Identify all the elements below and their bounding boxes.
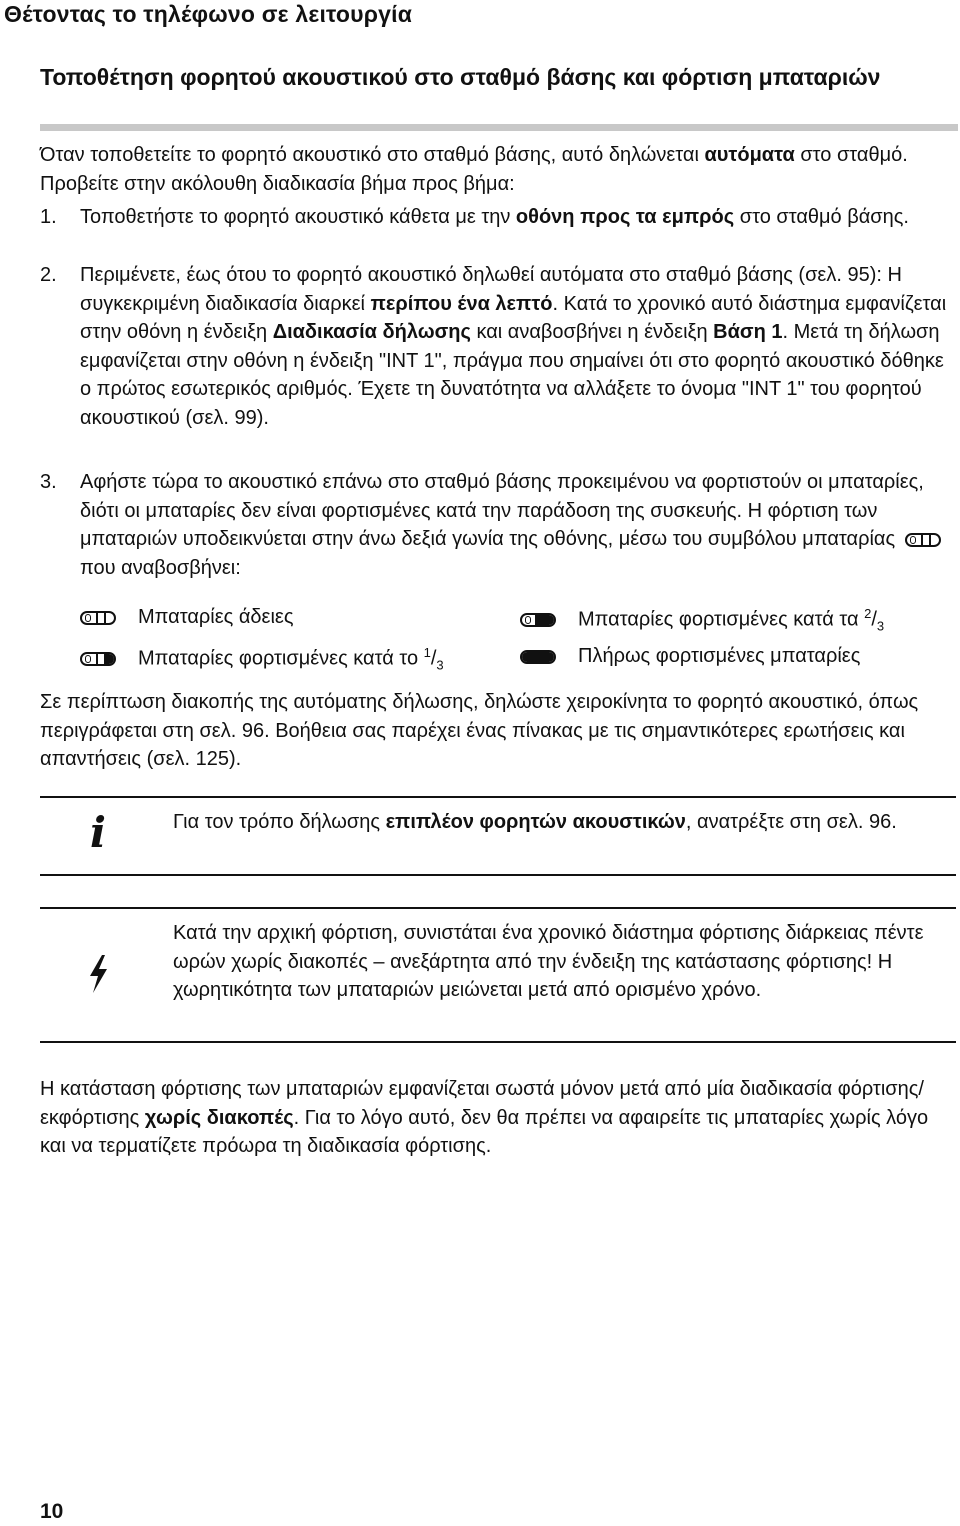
info-icon: i	[90, 808, 106, 857]
battery-empty-icon	[80, 611, 116, 625]
warning-bolt-icon	[40, 955, 156, 998]
step-text: Περιμένετε, έως ότου το φορητό ακουστικό δηλωθεί αυτόματα στο σταθμό βάσης (σελ. 95): Η συγκεκριμένη διαδικασία διαρκεί περίπου ένα λεπτό. Κατά το χρονικό αυτό διάστημα εμφανίζεται στην οθόνη η ένδειξη Διαδικασία δήλωσης και αναβοσβήνει η ένδειξη Βάση 1. Μετά τη δήλωση εμφανίζεται στην οθόνη η ένδειξη "INT 1", πράγμα που σημαίνει ότι στο φορητό ακουστικό δόθηκε ο πρώτος εσωτερικός αριθμός. Έχετε τη δυνατότητα να αλλάξετε το όνομα "INT 1" του φορητού ακουστικού (σελ. 99).	[80, 264, 947, 429]
page-number: 10	[40, 1500, 64, 1523]
legend-label: Πλήρως φορτισμένες μπαταρίες	[578, 645, 861, 667]
warning-note	[40, 907, 956, 1043]
battery-full-icon	[520, 650, 556, 664]
info-note-text: Για τον τρόπο δήλωσης επιπλέον φορητών ακουστικών, ανατρέξτε στη σελ. 96.	[173, 811, 897, 833]
legend-item-full	[520, 645, 860, 668]
section-divider	[40, 124, 958, 131]
warning-note-text: Κατά την αρχική φόρτιση, συνιστάται ένα χρονικό διάστημα φόρτισης διάρκειας πέντε ωρών χωρίς διακοπές – ανεξάρτητα από την ένδειξη της κατάστασης φόρτισης! Η χωρητικότητα των μπαταριών μειώνεται μετά από ορισμένο χρόνο.	[173, 922, 924, 1001]
step-3	[40, 468, 956, 582]
step-1	[40, 203, 956, 232]
step-text: Τοποθετήστε το φορητό ακουστικό κάθετα με την οθόνη προς τα εμπρός στο σταθμό βάσης.	[80, 206, 909, 228]
battery-two-thirds-icon	[520, 613, 556, 627]
legend-item-one-third	[80, 645, 444, 673]
manual-registration-paragraph: Σε περίπτωση διακοπής της αυτόματης δήλωσης, δηλώστε χειροκίνητα το φορητό ακουστικό, όπως περιγράφεται στη σελ. 96. Βοήθεια σας παρέχει ένας πίνακας με τις σημαντικότερες ερωτήσεις και απαντήσεις (σελ. 125).	[40, 691, 919, 770]
legend-item-empty	[80, 606, 293, 629]
step-number: 3.	[40, 471, 57, 493]
step-2	[40, 261, 956, 432]
info-note	[40, 796, 956, 876]
step-number: 2.	[40, 264, 57, 286]
legend-item-two-thirds	[520, 606, 884, 634]
step-number: 1.	[40, 206, 57, 228]
intro-paragraph: Όταν τοποθετείτε το φορητό ακουστικό στο σταθμό βάσης, αυτό δηλώνεται αυτόματα στο σταθμό. Προβείτε στην ακόλουθη διαδικασία βήμα προς βήμα:	[40, 144, 908, 195]
step-text: Αφήστε τώρα το ακουστικό επάνω στο σταθμό βάσης προκειμένου να φορτιστούν οι μπαταρίες, διότι οι μπαταρίες δεν είναι φορτισμένες κατά την παράδοση της συσκευής. Η φόρτιση των μπαταριών υποδεικνύεται στην άνω δεξιά γωνία της οθόνης, μέσω του συμβόλου μπαταρίας που αναβοσβήνει:	[80, 468, 956, 582]
final-paragraph: Η κατάσταση φόρτισης των μπαταριών εμφανίζεται σωστά μόνον μετά από μία διαδικασία φόρτισης/εκφόρτισης χωρίς διακοπές. Για το λόγο αυτό, δεν θα πρέπει να αφαιρείτε τις μπαταρίες χωρίς λόγο και να τερματίζετε πρόωρα τη διαδικασία φόρτισης.	[40, 1078, 929, 1157]
chapter-title: Θέτοντας το τηλέφωνο σε λειτουργία	[4, 1, 413, 27]
legend-label: Μπαταρίες φορτισμένες κατά τα $^2/_3$	[578, 606, 885, 634]
legend-label: Μπαταρίες άδειες	[138, 606, 294, 628]
battery-one-third-icon	[80, 652, 116, 666]
section-title: Τοποθέτηση φορητού ακουστικού στο σταθμό βάσης και φόρτιση μπαταριών	[40, 64, 881, 90]
battery-inline-icon	[905, 533, 941, 547]
legend-label: Μπαταρίες φορτισμένες κατά το $^1/_3$	[138, 645, 444, 673]
